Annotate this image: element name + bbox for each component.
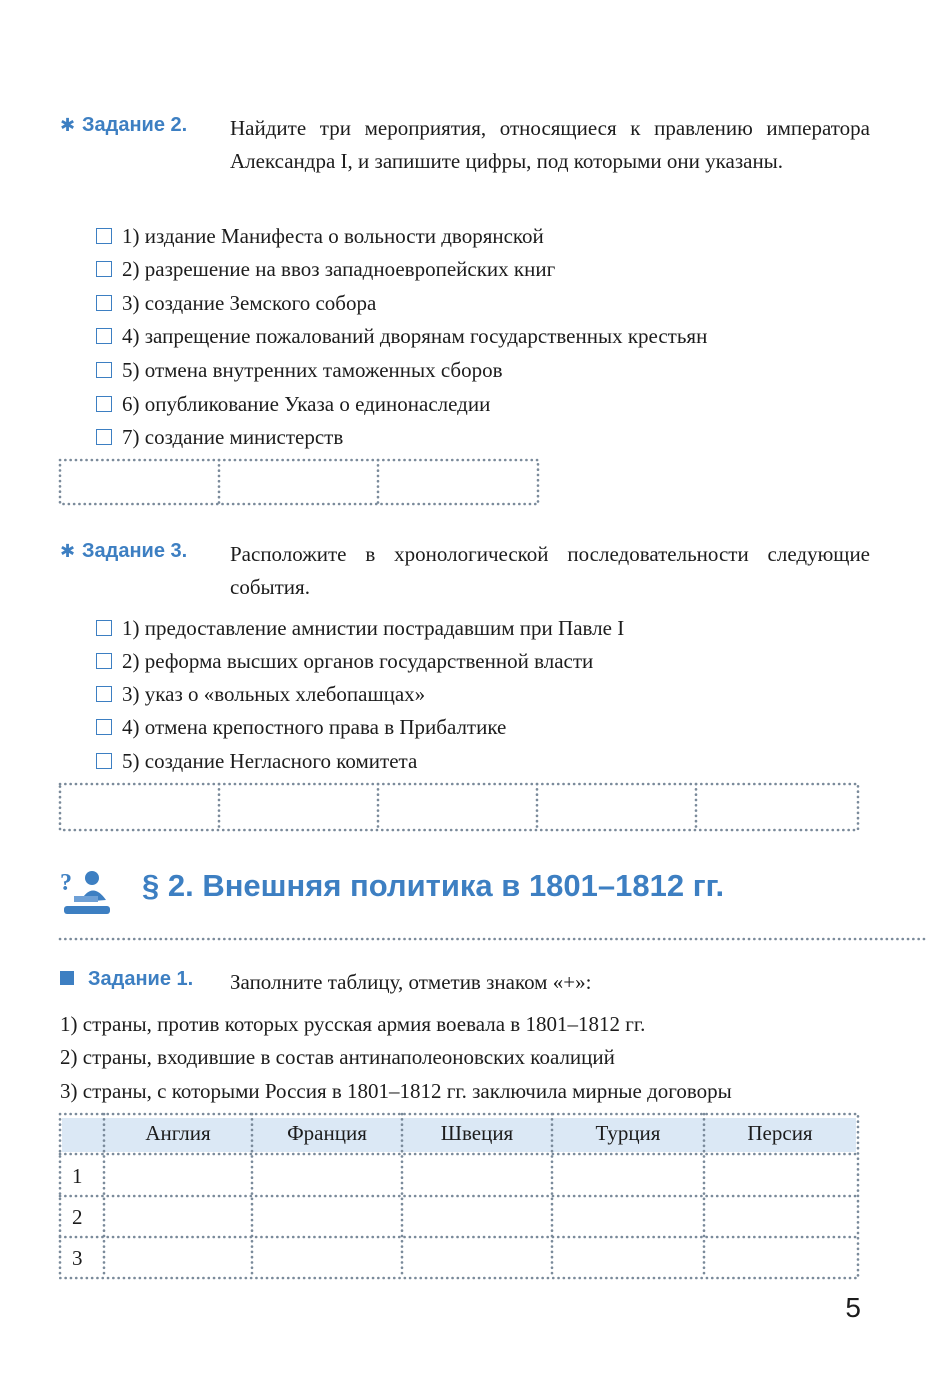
table-row-number: 2 (72, 1205, 83, 1229)
checkbox-icon[interactable] (96, 396, 112, 412)
checkbox-icon[interactable] (96, 261, 112, 277)
task-3-answer-boxes[interactable] (58, 782, 862, 832)
page-number: 5 (845, 1292, 861, 1323)
table-header-cell: Персия (747, 1121, 813, 1145)
table-row-number: 3 (72, 1246, 83, 1270)
task-1-line: 2) страны, входившие в состав антинаполеоновских коалиций (60, 1045, 615, 1069)
task-2-instruction: Найдите три мероприятия, относящиеся к правлению императора Александра I, и запишите цифры, под которыми они указаны. (230, 116, 870, 173)
checkbox-icon[interactable] (96, 328, 112, 344)
option-item[interactable]: 3) указ о «вольных хлебопашцах» (96, 678, 425, 711)
table-row-number: 1 (72, 1164, 83, 1188)
option-item[interactable]: 5) создание Негласного комитета (96, 745, 417, 778)
square-bullet-icon (60, 971, 74, 985)
option-item[interactable]: 3) создание Земского собора (96, 287, 376, 320)
dotted-grid (58, 782, 862, 832)
asterisk-icon: ✱ (60, 541, 76, 561)
task-1-line: 1) страны, против которых русская армия воевала в 1801–1812 гг. (60, 1012, 646, 1036)
section-divider (58, 935, 931, 943)
checkbox-icon[interactable] (96, 653, 112, 669)
checkbox-icon[interactable] (96, 295, 112, 311)
checkbox-icon[interactable] (96, 620, 112, 636)
checkbox-icon[interactable] (96, 719, 112, 735)
dotted-grid (58, 458, 542, 506)
option-item[interactable]: 4) запрещение пожалований дворянам государственных крестьян (96, 320, 707, 353)
option-item[interactable]: 7) создание министерств (96, 421, 343, 454)
checkbox-icon[interactable] (96, 228, 112, 244)
option-item[interactable]: 2) разрешение на ввоз западноевропейских книг (96, 253, 555, 286)
table-header-cell: Англия (145, 1121, 211, 1145)
option-item[interactable]: 2) реформа высших органов государственной власти (96, 645, 593, 678)
asterisk-icon: ✱ (60, 115, 76, 135)
country-table-grid[interactable] (58, 1112, 862, 1282)
checkbox-icon[interactable] (96, 362, 112, 378)
task-1-label: Задание 1. (88, 968, 194, 990)
task-3-instruction: Расположите в хронологической последовательности следующие события. (230, 542, 870, 599)
option-item[interactable]: 1) предоставление амнистии пострадавшим при Павле I (96, 612, 624, 645)
checkbox-icon[interactable] (96, 686, 112, 702)
task-2-label: Задание 2. (82, 114, 188, 136)
option-item[interactable]: 1) издание Манифеста о вольности дворянской (96, 220, 544, 253)
table-header-cell: Франция (287, 1121, 367, 1145)
checkbox-icon[interactable] (96, 429, 112, 445)
option-item[interactable]: 6) опубликование Указа о единонаследии (96, 388, 490, 421)
section-title: § 2. Внешняя политика в 1801–1812 гг. (142, 868, 725, 903)
table-header-cell: Турция (595, 1121, 661, 1145)
task-1-instruction: Заполните таблицу, отметив знаком «+»: (230, 970, 592, 994)
section-icon (58, 866, 114, 916)
checkbox-icon[interactable] (96, 753, 112, 769)
task-1-line: 3) страны, с которыми Россия в 1801–1812 гг. заключила мирные договоры (60, 1079, 732, 1103)
svg-text:?: ? (60, 870, 72, 896)
option-item[interactable]: 5) отмена внутренних таможенных сборов (96, 354, 503, 387)
task-3-label: Задание 3. (82, 540, 188, 562)
task-2-answer-boxes[interactable] (58, 458, 542, 506)
table-header-cell: Швеция (440, 1121, 514, 1145)
option-item[interactable]: 4) отмена крепостного права в Прибалтике (96, 711, 506, 744)
